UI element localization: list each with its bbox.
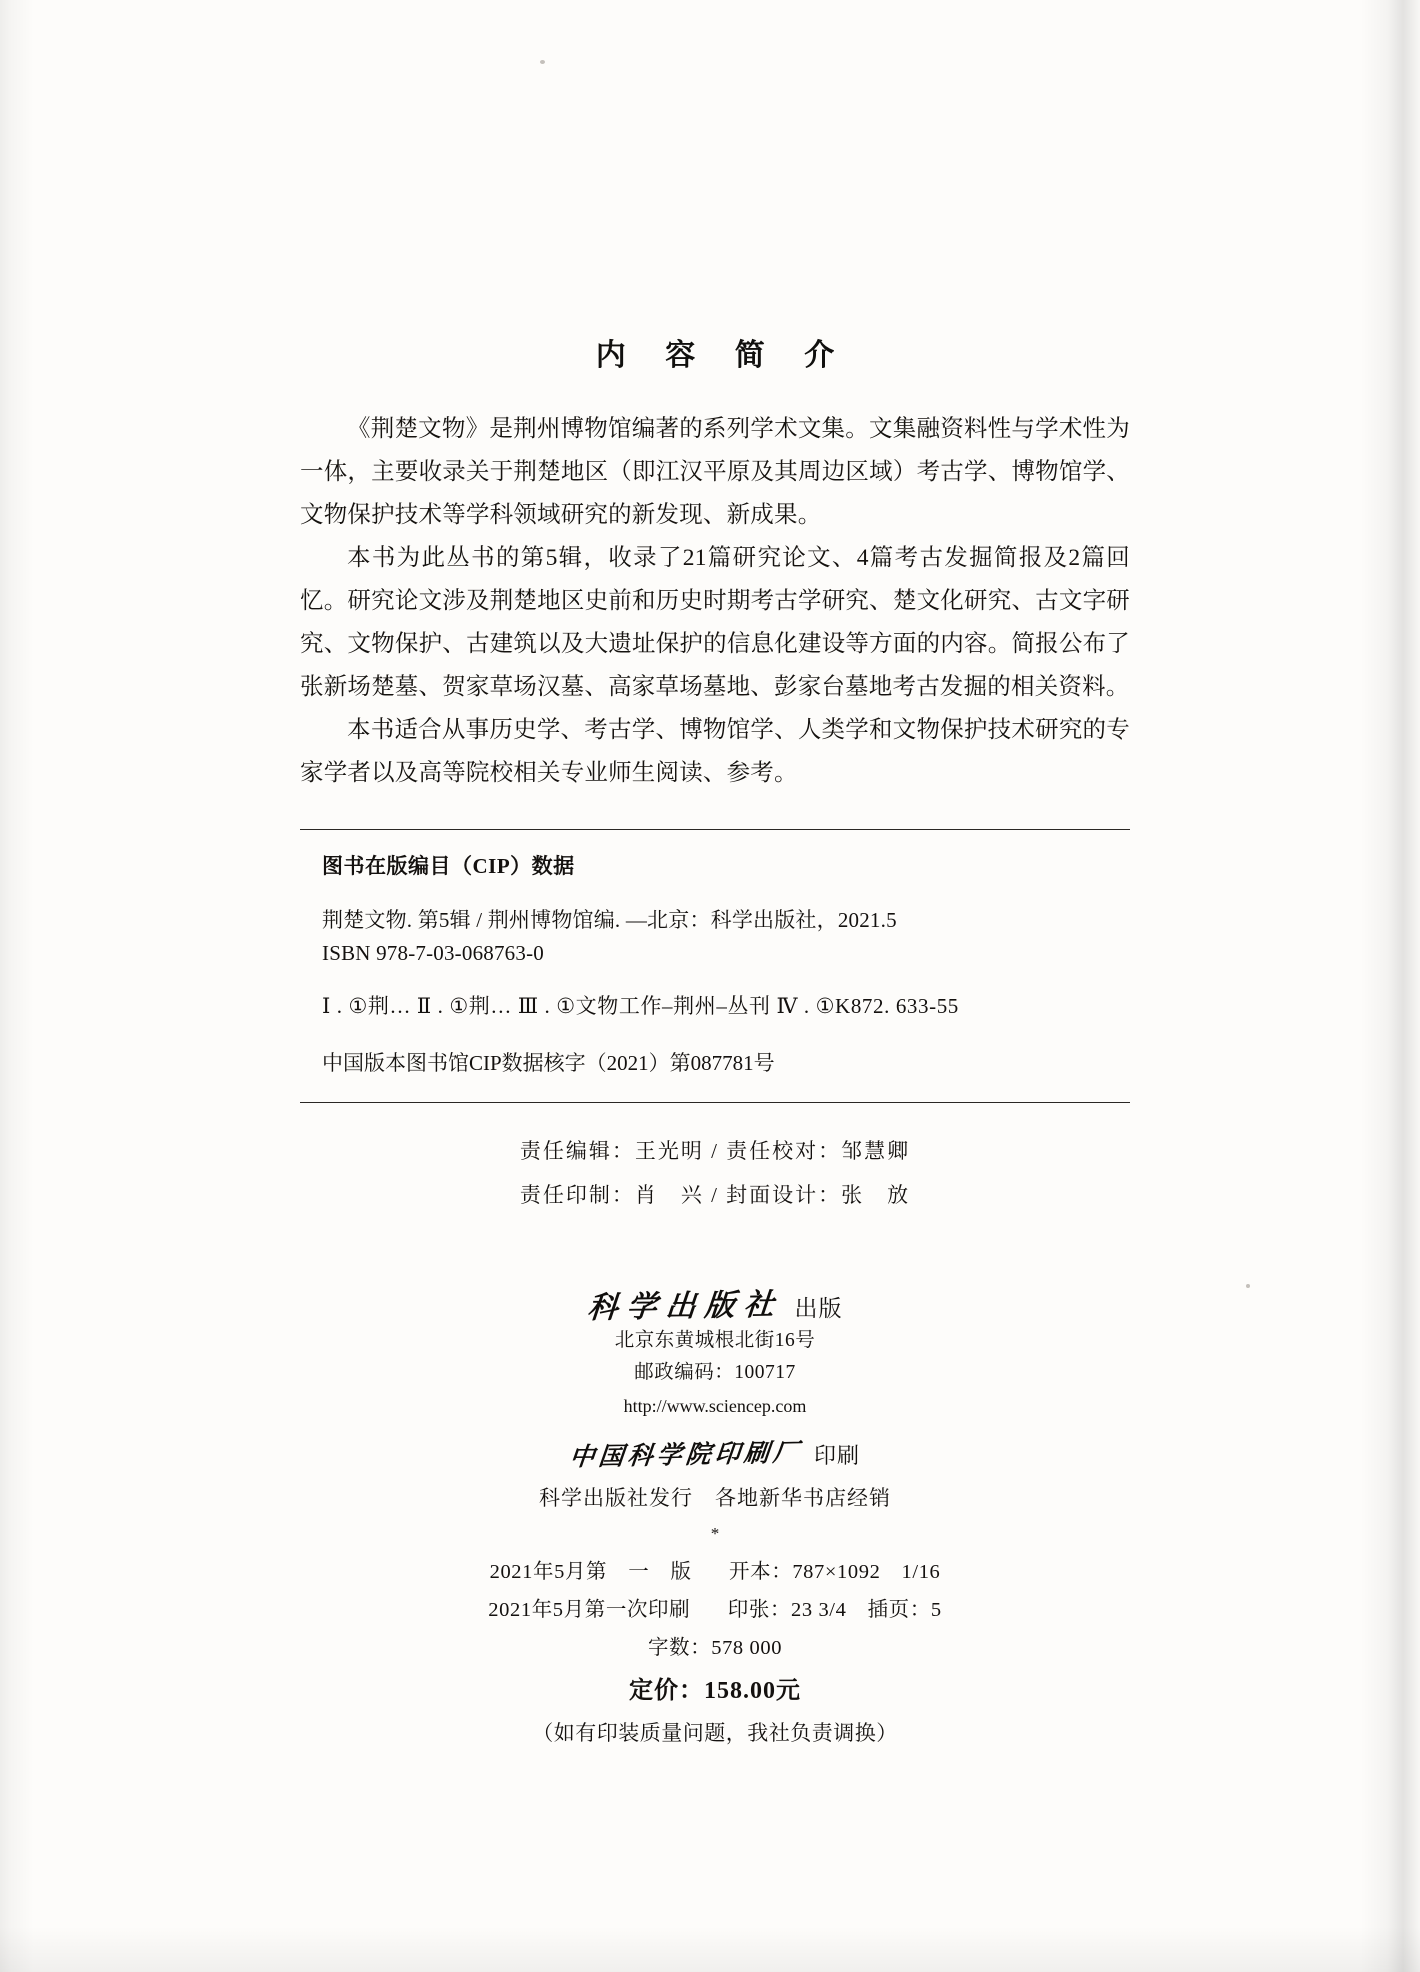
credits-block <box>300 1129 1130 1217</box>
publisher-postcode: 邮政编码：100717 <box>634 1362 796 1383</box>
publisher-address: 北京东黄城根北街16号 <box>614 1330 816 1351</box>
scan-edge-left <box>0 0 34 1972</box>
imprint-edition-date: 2021年5月第 一 版 <box>489 1561 692 1583</box>
publisher-logo: 科学出版社 <box>585 1287 784 1326</box>
abstract-paragraph-3: 本书适合从事历史学、考古学、博物馆学、人类学和文物保护技术研究的专家学者以及高等院校相关专业师生阅读、参考。 <box>300 717 1130 786</box>
price-label: 定价：158.00元 <box>629 1678 801 1704</box>
publisher-suffix: 出版 <box>794 1296 843 1321</box>
printer-row <box>300 1435 1130 1471</box>
imprint-block <box>300 1553 1130 1753</box>
quality-note: （如有印装质量问题，我社负责调换） <box>532 1721 898 1745</box>
credit-editor-line: 责任编辑：王光明 / 责任校对：邹慧卿 <box>519 1139 911 1163</box>
printer-logo: 中国科学院印刷厂 <box>568 1437 804 1472</box>
page-title: 内 容 简 介 <box>595 339 851 372</box>
imprint-word-count: 字数：578 000 <box>647 1637 783 1659</box>
cip-core-number: 中国版本图书馆CIP数据核字（2021）第087781号 <box>322 1051 775 1075</box>
distribution-line: 科学出版社发行 各地新华书店经销 <box>539 1486 891 1510</box>
scan-speck <box>1246 1284 1250 1288</box>
imprint-printing-row <box>300 1591 1130 1629</box>
cip-classification: Ⅰ . ①荆… Ⅱ . ①荆… Ⅲ . ①文物工作–荆州–丛刊 Ⅳ . ①K872. 633-55 <box>322 994 959 1018</box>
imprint-edition-row <box>300 1553 1130 1591</box>
cip-bottom-rule <box>300 1102 1130 1103</box>
page-content <box>300 330 1130 1753</box>
separator-asterisk: * <box>710 1524 720 1543</box>
publisher-name-row <box>300 1281 1130 1325</box>
publisher-block <box>300 1281 1130 1547</box>
cip-title-line: 荆楚文物. 第5辑 / 荆州博物馆编. —北京：科学出版社，2021.5 <box>322 908 897 932</box>
abstract-paragraph-1: 《荆楚文物》是荆州博物馆编著的系列学术文集。文集融资料性与学术性为一体，主要收录关于荆楚地区（即江汉平原及其周边区域）考古学、博物馆学、文物保护技术等学科领域研究的新发现、新成果。 <box>300 416 1130 528</box>
abstract-block <box>300 408 1130 795</box>
cip-block <box>300 829 1130 1103</box>
publisher-website-link[interactable]: http://www.sciencep.com <box>623 1396 807 1416</box>
scan-edge-bottom <box>0 1926 1420 1972</box>
imprint-printing-date: 2021年5月第一次印刷 <box>488 1599 691 1621</box>
printer-suffix: 印刷 <box>814 1443 861 1468</box>
cip-heading: 图书在版编目（CIP）数据 <box>322 854 575 878</box>
credit-printing-line: 责任印制：肖 兴 / 封面设计：张 放 <box>519 1183 911 1207</box>
imprint-format: 开本：787×1092 1/16 <box>729 1561 941 1583</box>
abstract-paragraph-2: 本书为此丛书的第5辑，收录了21篇研究论文、4篇考古发掘简报及2篇回忆。研究论文涉及荆楚地区史前和历史时期考古学研究、楚文化研究、古文字研究、文物保护、古建筑以及大遗址保护的信息化建设等方面的内容。简报公布了张新场楚墓、贺家草场汉墓、高家草场墓地、彭家台墓地考古发掘的相关资料。 <box>300 545 1130 700</box>
scan-speck <box>540 60 545 64</box>
cip-top-rule <box>300 829 1130 830</box>
scan-edge-right <box>1360 0 1420 1972</box>
imprint-sheets: 印张：23 3/4 插页：5 <box>727 1599 942 1621</box>
cip-spacer <box>300 970 1130 990</box>
cip-isbn: ISBN 978-7-03-068763-0 <box>322 941 544 965</box>
